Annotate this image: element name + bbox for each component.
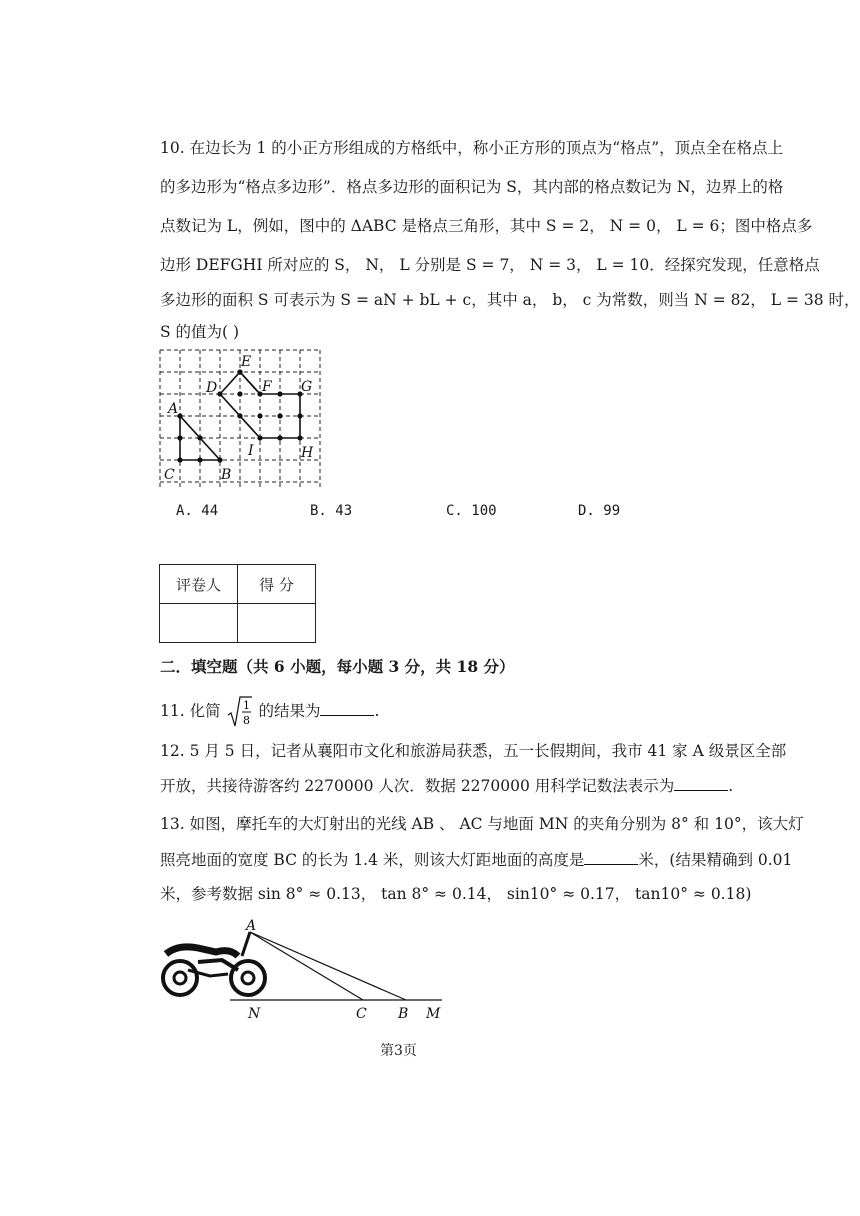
score-cell bbox=[238, 604, 316, 643]
label-n-fig: N bbox=[248, 1006, 261, 1022]
grader-header: 评卷人 bbox=[160, 565, 238, 604]
q13-line-2 bbox=[160, 850, 792, 870]
label-f: F bbox=[262, 379, 272, 395]
q13-line-2-text: 照亮地面的宽度 BC 的长为 1.4 米，则该大灯距地面的高度是 bbox=[160, 851, 585, 869]
q10-line-3: 点数记为 L，例如，图中的 ΔABC 是格点三角形，其中 S = 2， N = 0， L = 6；图中格点多 bbox=[160, 217, 813, 235]
section-title: 二．填空题（共 6 小题，每小题 3 分，共 18 分） bbox=[160, 657, 515, 676]
q11-numerator: 1 bbox=[242, 699, 250, 712]
label-a: A bbox=[168, 401, 179, 417]
q12-line-1: 12. 5 月 5 日，记者从襄阳市文化和旅游局获悉，五一长假期间，我市 41 家 A 级景区全部 bbox=[160, 742, 787, 760]
q12-answer-blank bbox=[674, 776, 728, 791]
q13-line-3: 米，参考数据 sin 8° ≈ 0.13， tan 8° ≈ 0.14， sin10° ≈ 0.17， tan10° ≈ 0.18) bbox=[160, 885, 752, 903]
q11-denominator: 8 bbox=[242, 714, 250, 727]
score-header: 得 分 bbox=[238, 565, 316, 604]
q10-line-6: S 的值为( ) bbox=[160, 323, 240, 341]
q12-end: . bbox=[728, 777, 734, 795]
q11-prefix: 11. 化简 bbox=[160, 702, 221, 720]
sqrt-fraction bbox=[227, 695, 253, 729]
q13-line-1: 13. 如图，摩托车的大灯射出的光线 AB 、 AC 与地面 MN 的夹角分别为 8° 和 10°，该大灯 bbox=[160, 815, 804, 833]
q11-suffix: 的结果为 bbox=[258, 702, 321, 720]
label-b: B bbox=[221, 467, 232, 483]
q12-line-2 bbox=[160, 776, 733, 796]
q13-after-blank: 米，(结果精确到 0.01 bbox=[638, 851, 793, 869]
label-a-fig: A bbox=[246, 918, 257, 934]
q11-line bbox=[160, 695, 379, 729]
label-c: C bbox=[164, 467, 175, 483]
label-i: I bbox=[248, 443, 254, 459]
q13-answer-blank bbox=[584, 850, 638, 865]
grader-cell bbox=[160, 604, 238, 643]
q10-line-5: 多边形的面积 S 可表示为 S = aN + bL + c，其中 a， b， c 为常数，则当 N = 82， L = 38 时， bbox=[160, 291, 860, 309]
q10-line-4: 边形 DEFGHI 所对应的 S， N， L 分别是 S = 7， N = 3， L = 10．经探究发现，任意格点 bbox=[160, 256, 820, 274]
label-e: E bbox=[241, 354, 252, 370]
q10-line-2: 的多边形为“格点多边形”．格点多边形的面积记为 S，其内部的格点数记为 N，边界上的格 bbox=[160, 178, 784, 196]
option-a: A. 44 bbox=[176, 503, 219, 519]
option-c: C. 100 bbox=[446, 503, 497, 519]
label-d: D bbox=[206, 380, 218, 396]
page-number: 第3页 bbox=[380, 1043, 417, 1059]
lattice-figure bbox=[155, 345, 325, 493]
option-b: B. 43 bbox=[310, 503, 353, 519]
q12-line-2-text: 开放，共接待游客约 2270000 人次．数据 2270000 用科学记数法表示为 bbox=[160, 777, 675, 795]
motorcycle-icon bbox=[163, 932, 265, 995]
q11-end: . bbox=[374, 702, 380, 720]
score-table bbox=[159, 564, 316, 643]
label-m-fig: M bbox=[426, 1006, 441, 1022]
label-h: H bbox=[301, 445, 314, 461]
label-b-fig: B bbox=[398, 1006, 409, 1022]
motorcycle-figure bbox=[158, 918, 448, 1024]
q10-line-1: 10. 在边长为 1 的小正方形组成的方格纸中，称小正方形的顶点为“格点”，顶点全在格点上 bbox=[160, 139, 784, 157]
option-d: D. 99 bbox=[578, 503, 621, 519]
label-g: G bbox=[301, 379, 313, 395]
label-c-fig: C bbox=[356, 1006, 367, 1022]
q11-answer-blank bbox=[320, 701, 374, 716]
